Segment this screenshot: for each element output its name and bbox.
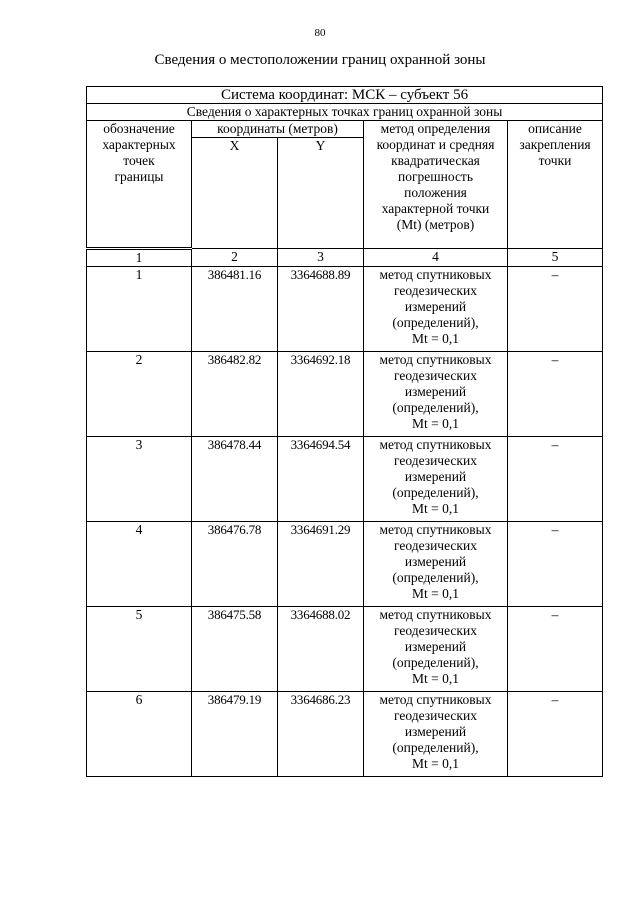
col-y: Y	[278, 138, 364, 249]
coord-x: 386476.78	[192, 522, 278, 607]
text-line: описание	[528, 121, 582, 136]
point-id: 5	[87, 607, 192, 692]
method	[364, 352, 508, 437]
text-line: метод спутниковых	[379, 267, 492, 282]
method	[364, 267, 508, 352]
col-x: X	[192, 138, 278, 249]
text-line: точки	[538, 153, 572, 168]
text-line: метод спутниковых	[379, 607, 492, 622]
text-line: измерений	[404, 639, 467, 654]
coordinate-system-row	[87, 87, 603, 104]
document-title: Сведения о местоположении границ охранной зоны	[154, 52, 486, 68]
point-id: 1	[87, 267, 192, 352]
text-line: геодезических	[394, 708, 477, 723]
method	[364, 607, 508, 692]
coord-y: 3364692.18	[278, 352, 364, 437]
column-number: 4	[364, 249, 508, 267]
column-number-row	[87, 249, 603, 267]
text-line: точек	[123, 153, 155, 168]
text-line: геодезических	[394, 368, 477, 383]
text-line: закрепления	[519, 137, 591, 152]
text-line: измерений	[404, 384, 467, 399]
point-description: –	[508, 437, 603, 522]
col-description	[508, 121, 603, 249]
point-description: –	[508, 692, 603, 777]
text-line: (определений),	[392, 315, 479, 330]
column-number: 5	[508, 249, 603, 267]
column-number: 2	[192, 249, 278, 267]
table-row	[87, 522, 603, 607]
text-line: координат и средняя	[376, 137, 495, 152]
text-line: Mt = 0,1	[412, 586, 459, 601]
method	[364, 522, 508, 607]
coord-y: 3364688.02	[278, 607, 364, 692]
text-line: Mt = 0,1	[412, 501, 459, 516]
point-description: –	[508, 522, 603, 607]
text-line: измерений	[404, 724, 467, 739]
col-coordinates: координаты (метров)	[192, 121, 364, 138]
table-row	[87, 267, 603, 352]
text-line: Mt = 0,1	[412, 671, 459, 686]
text-line: (определений),	[392, 485, 479, 500]
text-line: погрешность	[397, 169, 473, 184]
point-description: –	[508, 607, 603, 692]
method	[364, 437, 508, 522]
text-line: Mt = 0,1	[412, 331, 459, 346]
point-id: 2	[87, 352, 192, 437]
text-line: квадратическая	[391, 153, 480, 168]
table-row	[87, 692, 603, 777]
points-info-header: Сведения о характерных точках границ охранной зоны	[87, 104, 603, 121]
text-line: характерной точки	[381, 201, 490, 216]
point-id: 3	[87, 437, 192, 522]
text-line: метод спутниковых	[379, 352, 492, 367]
column-header-row	[87, 121, 603, 138]
col-point-designation	[87, 121, 192, 249]
text-line: обозначение	[103, 121, 175, 136]
text-line: (Mt) (метров)	[396, 217, 475, 232]
text-line: метод спутниковых	[379, 437, 492, 452]
point-description: –	[508, 352, 603, 437]
method	[364, 692, 508, 777]
text-line: измерений	[404, 469, 467, 484]
text-line: геодезических	[394, 538, 477, 553]
text-line: геодезических	[394, 453, 477, 468]
text-line: Mt = 0,1	[412, 416, 459, 431]
coord-y: 3364688.89	[278, 267, 364, 352]
col-method	[364, 121, 508, 249]
text-line: характерных	[102, 137, 176, 152]
text-line: метод спутниковых	[379, 692, 492, 707]
coord-x: 386478.44	[192, 437, 278, 522]
table-row	[87, 607, 603, 692]
point-id: 4	[87, 522, 192, 607]
text-line: положения	[404, 185, 467, 200]
text-line: (определений),	[392, 740, 479, 755]
coord-y: 3364691.29	[278, 522, 364, 607]
coord-x: 386481.16	[192, 267, 278, 352]
coord-x: 386475.58	[192, 607, 278, 692]
text-line: Mt = 0,1	[412, 756, 459, 771]
column-number: 1	[87, 249, 192, 267]
text-line: метод спутниковых	[379, 522, 492, 537]
boundary-points-table	[86, 86, 603, 777]
coord-x: 386479.19	[192, 692, 278, 777]
points-header-row	[87, 104, 603, 121]
table-row	[87, 352, 603, 437]
column-number: 3	[278, 249, 364, 267]
text-line: границы	[114, 169, 164, 184]
text-line: (определений),	[392, 655, 479, 670]
table-row	[87, 437, 603, 522]
text-line: геодезических	[394, 623, 477, 638]
point-id: 6	[87, 692, 192, 777]
text-line: измерений	[404, 554, 467, 569]
text-line: метод определения	[380, 121, 491, 136]
text-line: (определений),	[392, 400, 479, 415]
coord-y: 3364694.54	[278, 437, 364, 522]
text-line: геодезических	[394, 283, 477, 298]
text-line: (определений),	[392, 570, 479, 585]
coord-x: 386482.82	[192, 352, 278, 437]
text-line: измерений	[404, 299, 467, 314]
coordinate-system-header: Система координат: МСК – субъект 56	[87, 87, 603, 104]
point-description: –	[508, 267, 603, 352]
coord-y: 3364686.23	[278, 692, 364, 777]
page-number: 80	[314, 27, 326, 39]
